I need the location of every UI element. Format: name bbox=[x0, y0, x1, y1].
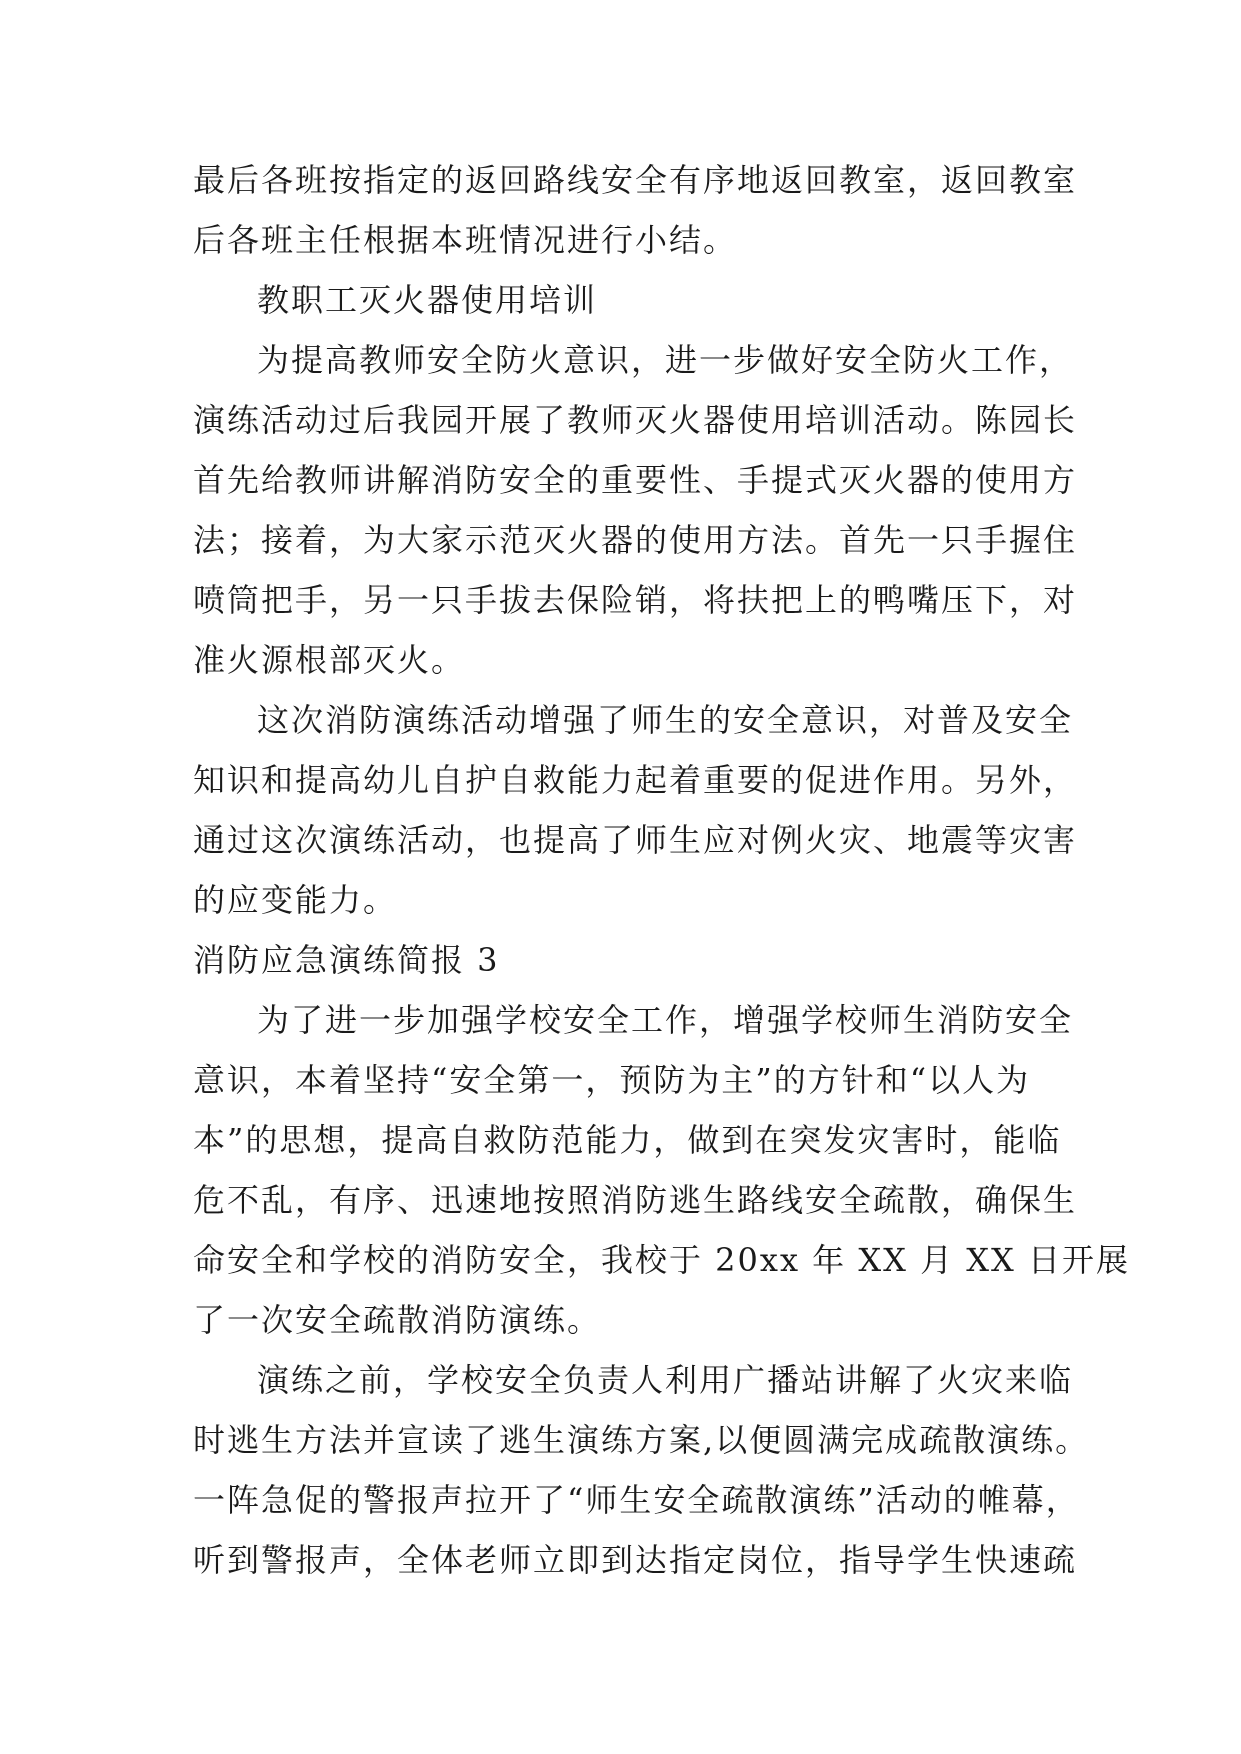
text-line: 法；接着，为大家示范灭火器的使用方法。首先一只手握住 bbox=[193, 521, 1078, 559]
section-heading: 教职工灭火器使用培训 bbox=[257, 281, 598, 319]
text-line: 演练活动过后我园开展了教师灭火器使用培训活动。陈园长 bbox=[193, 401, 1078, 439]
text-line: 了一次安全疏散消防演练。 bbox=[193, 1301, 602, 1339]
text-line: 为提高教师安全防火意识，进一步做好安全防火工作， bbox=[257, 341, 1074, 379]
document-page bbox=[193, 150, 1130, 1590]
text-line: 首先给教师讲解消防安全的重要性、手提式灭火器的使用方 bbox=[193, 461, 1078, 499]
text-line: 听到警报声，全体老师立即到达指定岗位，指导学生快速疏 bbox=[193, 1541, 1078, 1579]
text-line: 通过这次演练活动，也提高了师生应对例火灾、地震等灾害 bbox=[193, 821, 1078, 859]
text-line: 危不乱，有序、迅速地按照消防逃生路线安全疏散，确保生 bbox=[193, 1181, 1078, 1219]
text-line: 准火源根部灭火。 bbox=[193, 641, 466, 679]
text-line: 命安全和学校的消防安全，我校于 20xx 年 XX 月 XX 日开展 bbox=[193, 1241, 1130, 1279]
text-line: 本”的思想，提高自救防范能力，做到在突发灾害时，能临 bbox=[193, 1121, 1062, 1159]
text-line: 后各班主任根据本班情况进行小结。 bbox=[193, 221, 738, 259]
text-line: 时逃生方法并宣读了逃生演练方案,以便圆满完成疏散演练。 bbox=[193, 1421, 1090, 1459]
text-line: 为了进一步加强学校安全工作，增强学校师生消防安全 bbox=[257, 1001, 1074, 1039]
text-line: 一阵急促的警报声拉开了“师生安全疏散演练”活动的帷幕， bbox=[193, 1481, 1080, 1519]
text-line: 演练之前，学校安全负责人利用广播站讲解了火灾来临 bbox=[257, 1361, 1074, 1399]
section-title: 消防应急演练简报 3 bbox=[193, 941, 500, 979]
text-line: 的应变能力。 bbox=[193, 881, 398, 919]
text-line: 最后各班按指定的返回路线安全有序地返回教室，返回教室 bbox=[193, 161, 1078, 199]
text-line: 喷筒把手，另一只手拔去保险销，将扶把上的鸭嘴压下，对 bbox=[193, 581, 1078, 619]
text-line: 这次消防演练活动增强了师生的安全意识，对普及安全 bbox=[257, 701, 1074, 739]
text-line: 意识，本着坚持“安全第一，预防为主”的方针和“以人为 bbox=[193, 1061, 1031, 1099]
text-line: 知识和提高幼儿自护自救能力起着重要的促进作用。另外， bbox=[193, 761, 1078, 799]
